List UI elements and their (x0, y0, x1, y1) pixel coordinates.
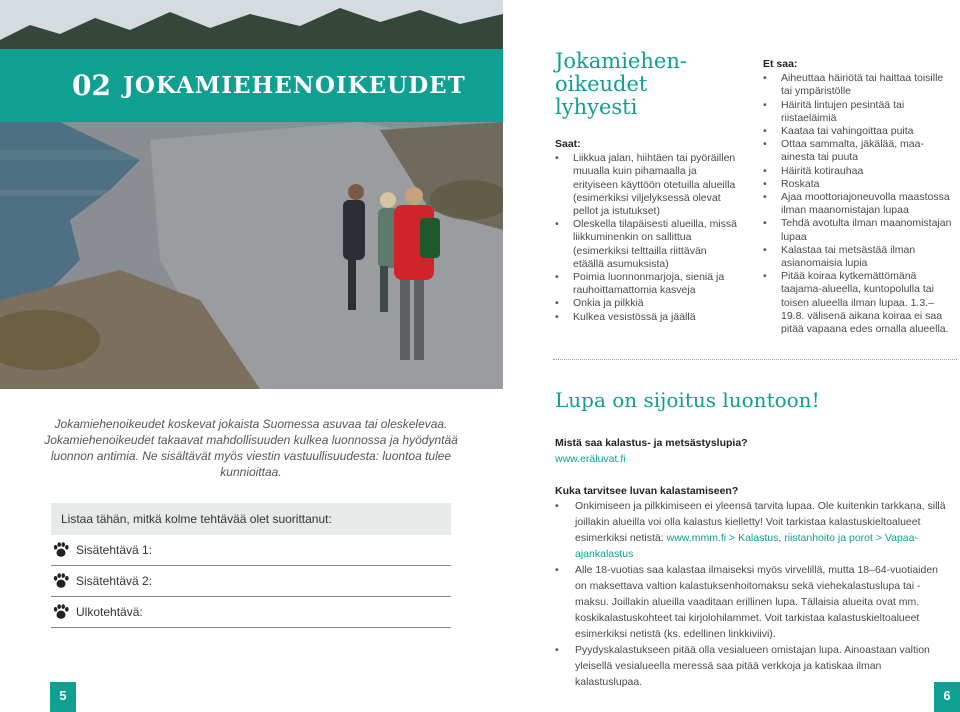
title-line: Jokamiehen- (555, 49, 687, 73)
list-item: • Pyydyskalastukseen pitää olla vesialueen omistajan lupa. Ainoastaan valtion yleisellä vesialueella meressä saa pitää verkkoja ja katiskaa ilman kalastuslupaa. (555, 642, 950, 690)
list-item: • Häiritä kotirauhaa (763, 165, 953, 178)
task-row-2[interactable] (51, 566, 451, 597)
list-item: • Ajaa moottoriajoneuvolla maastossa ilman maanomistajan lupaa (763, 191, 953, 217)
section-title (555, 50, 735, 119)
list-item: • Alle 18-vuotias saa kalastaa ilmaiseksi myös virvelillä, mutta 18–64-vuotiaiden on maksettava valtion kalastuksenhoitomaksu sekä viehekalastuslupa tai -maksu. Joillakin alueilla vaaditaan erillinen lupa. Tällaisia alueita ovat mm. koskikalastuskohteet tai kirjolohilammet. Voit tarkistaa kalastuskieltoalueet esimerkiksi netistä (ks. edellinen linkkiviivi). (555, 562, 950, 642)
list-item: • Poimia luonnonmarjoja, sieniä ja rauhoittamattomia kasveja (555, 271, 740, 297)
list-item: • Kaataa tai vahingoittaa puita (763, 125, 953, 138)
list-text: Onkimiseen ja pilkkimiseen ei yleensä tarvita lupaa. Ole kuitenkin tarkkana, sillä joillakin alueilla voi olla kalastus kielletty! Voit tarkistaa kalastuskieltoalueet esimerkiksi netistä: (575, 500, 946, 544)
question-2: Kuka tarvitsee luvan kalastamiseen? (555, 485, 739, 497)
task-label: Sisätehtävä 2: (76, 574, 153, 588)
paw-icon (52, 572, 70, 590)
task-label: Ulkotehtävä: (76, 605, 143, 619)
tasks-header: Listaa tähän, mitkä kolme tehtävää olet suorittanut: (51, 503, 451, 535)
question-1: Mistä saa kalastus- ja metsästyslupia? (555, 437, 748, 449)
chapter-title-band (0, 49, 503, 122)
paw-icon (52, 541, 70, 559)
tasks-box (51, 503, 451, 628)
list-item: • Kulkea vesistössä ja jäällä (555, 311, 740, 324)
list-item: • Pitää koiraa kytkemättömänä taajama-alueella, kuntopolulla tai toisen alueella ilman lupaa. 1.3.–19.8. välisenä aikana koiraa ei saa pitää vapaana edes omalla alueella. (763, 270, 953, 336)
chapter-number: 02 (72, 69, 111, 102)
list-item (555, 498, 950, 562)
task-row-1[interactable] (51, 535, 451, 566)
saa-column (555, 138, 740, 324)
list-item: • Aiheuttaa häiriötä tai haittaa toisille tai ympäristölle (763, 72, 953, 98)
permit-list (555, 498, 950, 690)
saa-heading: Saat: (555, 138, 581, 150)
title-line: lyhyesti (555, 95, 638, 119)
mmm-link[interactable]: www.mmm.fi > Kalastus, riistanhoito ja porot > Vapaa-ajankalastus (575, 532, 918, 560)
list-item: • Kalastaa tai metsästää ilman asianomaisia lupia (763, 244, 953, 270)
list-item: • Ottaa sammalta, jäkälää, maa-ainesta tai puuta (763, 138, 953, 164)
task-label: Sisätehtävä 1: (76, 543, 153, 557)
list-item: • Liikkua jalan, hiihtäen tai pyöräillen muualla kuin pihamaalla ja erityiseen käyttöön otetuilla alueilla (esimerkiksi viljelyksessä olevat pellot ja istutukset) (555, 152, 740, 218)
et-saa-column (763, 58, 953, 336)
dotted-divider (553, 359, 957, 360)
chapter-title: JOKAMIEHENOIKEUDET (122, 72, 466, 99)
lupa-title: Lupa on sijoitus luontoon! (555, 388, 820, 412)
list-item: • Oleskella tilapäisesti alueilla, missä liikkuminenkin on sallittua (esimerkiksi telttailla riittävän etäällä asumuksista) (555, 218, 740, 271)
page-number-right: 6 (934, 682, 960, 712)
et-saa-heading: Et saa: (763, 58, 798, 70)
list-item: • Onkia ja pilkkiä (555, 297, 740, 310)
page-number-left: 5 (50, 682, 76, 712)
title-line: oikeudet (555, 72, 648, 96)
list-item: • Roskata (763, 178, 953, 191)
list-item: • Tehdä avotulta ilman maanomistajan lupaa (763, 217, 953, 243)
et-saa-list (763, 72, 953, 336)
eraluvat-link[interactable]: www.eräluvat.fi (555, 453, 626, 465)
paw-icon (52, 603, 70, 621)
task-row-3[interactable] (51, 597, 451, 628)
list-item: • Häiritä lintujen pesintää tai riistaeläimiä (763, 99, 953, 125)
intro-text: Jokamiehenoikeudet koskevat jokaista Suomessa asuvaa tai oleskelevaa. Jokamiehenoikeudet takaavat mahdollisuuden kulkea luonnossa ja hyödyntää luonnon antimia. Ne sisältävät myös viestin vastuullisuudesta: luontoa tulee kunnioittaa. (44, 417, 458, 479)
saa-list (555, 152, 740, 324)
